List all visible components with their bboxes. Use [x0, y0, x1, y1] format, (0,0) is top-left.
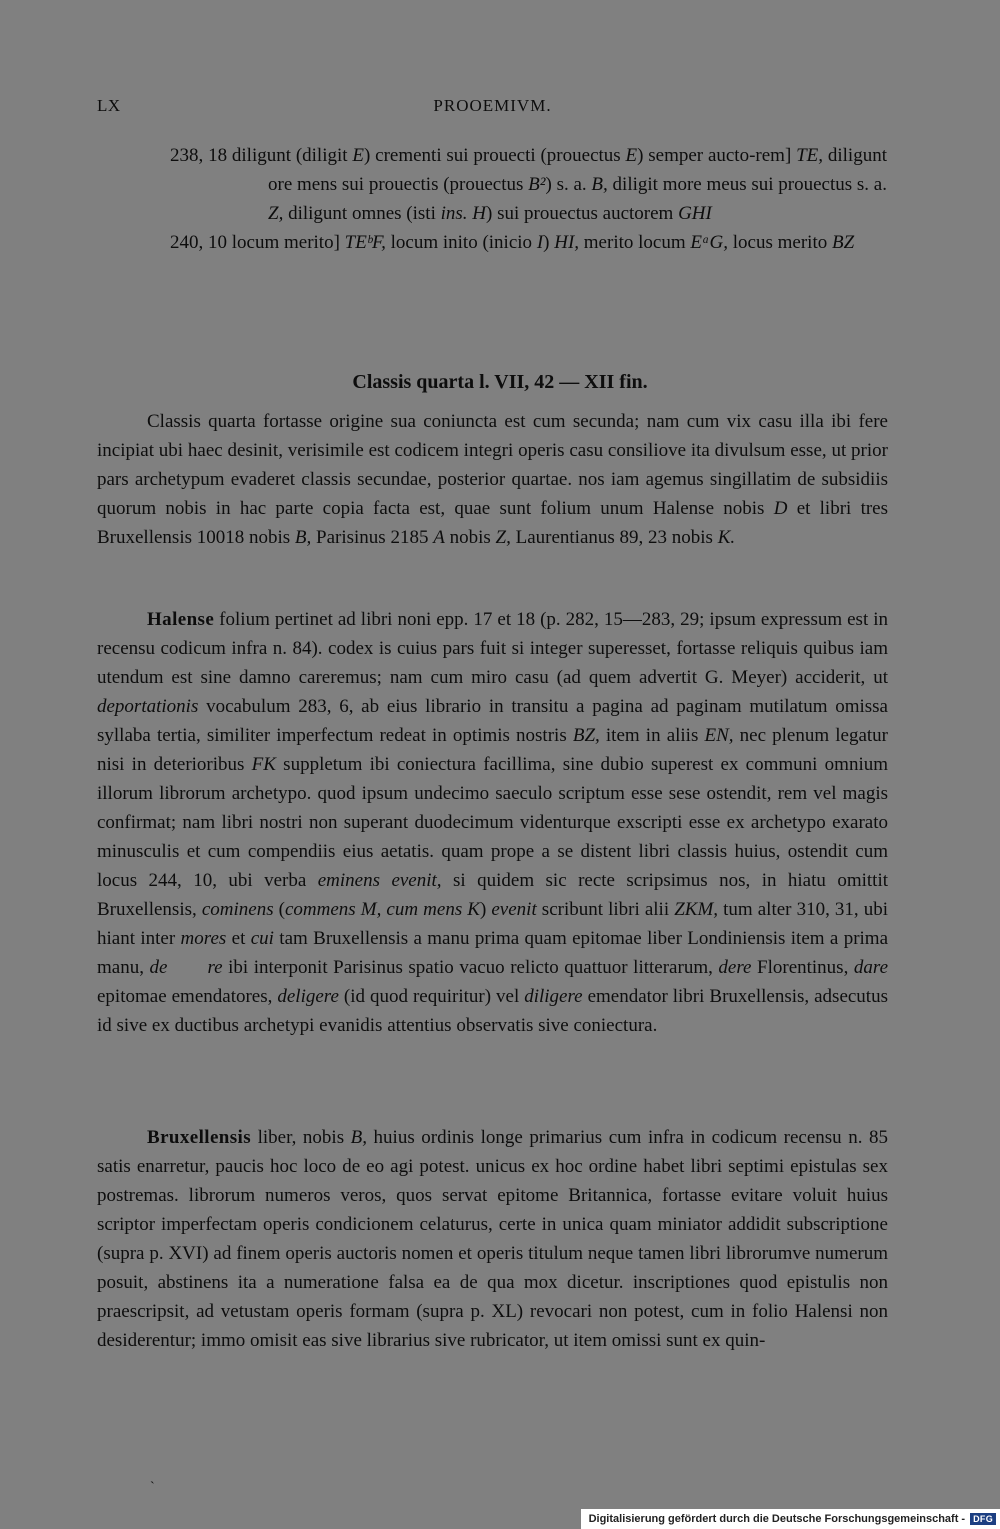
paragraph-lemma: Halense: [147, 609, 215, 630]
siglum: K.: [717, 527, 736, 548]
dfg-footer-banner: [581, 1509, 1000, 1529]
text-run: emendator libri Bruxellensis, adsecutus id sive ex ductibus archetypi evanidis attentius observatis sive coniectura.: [97, 986, 888, 1036]
siglum: B,: [294, 527, 312, 548]
siglum: A: [433, 527, 445, 548]
paragraph-lemma: Bruxellensis: [147, 1127, 252, 1148]
text-run: diligunt ore mens sui prouectis (prouectus: [268, 145, 887, 195]
text-run: huius ordinis longe primarius cum infra in codicum recensu n. 85 satis enarretur, paucis hoc loco de eo agi potest. unicus ex hoc ordine habet libri septimi epistulas sex postremas. librorum numeros veros, quos servat epitome Britannica, fortasse evitare voluit huius scriptor imperfectam operis condicionem celaturus, certe in unica quam miniator addidit subscriptione (supra p. XVI) ad finem operis auctoris nomen et operis titulum neque tamen libri librorumve numerum posuit, abstinens ita a numeratione falsa ea de qua mox dicetur. inscriptiones quod epistulis non praescripsit, ad vetustam operis formam (supra p. XL) revocari non potest, cum in folio Halensi non desiderentur; immo omisit eas sive librarius sive rubricator, ut item omissi sunt ex quin-: [97, 1127, 888, 1351]
italic-word: de: [149, 957, 168, 978]
text-run: liber, nobis: [251, 1127, 351, 1148]
siglum: B,: [591, 174, 608, 195]
text-run: diligunt omnes (isti: [283, 203, 441, 224]
section-heading: Classis quarta l. VII, 42 — XII fin.: [352, 371, 648, 393]
italic-word: mores: [180, 928, 227, 949]
italic-word: dare: [853, 957, 889, 978]
running-title: PROOEMIVM.: [433, 96, 552, 115]
text-run: suppletum ibi coniectura facillima, sine dubio superest ex communi omnium illorum librorum archetypo. quod ipsum undecimo saeculo scriptum esse sese ostendit, rem vel magis confirmat; nam libri nostri non superant duodecimum videnturque exscripti esse ex archetypo exarato minusculis et cum compendiis eius aetatis. quam prope a se distent libri classis huius, ostendit cum locus 244, 10, ubi verba: [97, 754, 889, 891]
text-run: ) sui prouectus auctorem: [486, 203, 679, 224]
siglum: FK: [251, 754, 276, 775]
siglum: HI,: [554, 232, 580, 253]
italic-word: deportationis: [97, 696, 199, 717]
siglum: BZ,: [572, 725, 600, 746]
text-run: Florentinus,: [751, 957, 854, 978]
text-run: et: [226, 928, 251, 949]
text-run: ibi interponit Parisinus spatio vacuo relicto quattuor litterarum,: [222, 957, 719, 978]
text-run: nec plenum legatur nisi in deterioribus: [97, 725, 888, 775]
text-run: vocabulum 283, 6, ab eius librario in transitu a pagina ad paginam mutilatum omissa syllaba tertia, similiter imperfectum redeat in optimis nostris: [97, 696, 888, 746]
text-run: 238, 18 diligunt (diligit: [170, 145, 353, 166]
siglum: ZKM,: [674, 899, 719, 920]
text-run: tum alter 310, 31, ubi hiant inter: [97, 899, 889, 949]
running-head: [97, 96, 888, 118]
text-run: ) s. a.: [545, 174, 592, 195]
text-run: (id quod requiritur) vel: [338, 986, 525, 1007]
text-run: Parisinus 2185: [311, 527, 434, 548]
apparatus-entry: [170, 228, 887, 257]
italic-word: diligere: [524, 986, 583, 1007]
text-run: scribunt libri alii: [536, 899, 675, 920]
siglum: D: [773, 498, 788, 519]
text-run: (: [273, 899, 285, 920]
text-run: merito locum: [579, 232, 691, 253]
text-run: ) crementi sui prouecti (prouectus: [363, 145, 626, 166]
paragraph-classis: [97, 407, 888, 552]
text-run: ): [479, 899, 492, 920]
siglum: EN,: [704, 725, 734, 746]
page-number: LX: [97, 96, 121, 115]
text-run: folium pertinet ad libri noni epp. 17 et 18 (p. 282, 15—283, 29; ipsum expressum est in recensu codicum infra n. 84). codex is cuius pars fuit si integer superesset, fortasse reliquis quibus iam utendum est sine damno careremus; nam cum miro casu (ad quem advertit G. Meyer) acciderit, ut: [97, 609, 888, 688]
siglum: B,: [350, 1127, 367, 1148]
siglum: TE,: [796, 145, 824, 166]
siglum: TEᵇF,: [344, 232, 386, 253]
text-run: locus merito: [728, 232, 832, 253]
text-run: 240, 10 locum merito]: [170, 232, 345, 253]
dfg-logo: DFG: [970, 1513, 996, 1525]
siglum: EᵃG,: [690, 232, 729, 253]
italic-word: cui: [250, 928, 274, 949]
siglum: GHI: [678, 203, 712, 224]
siglum: Z,: [495, 527, 511, 548]
italic-word: cominens: [201, 899, 274, 920]
text-run: diligit more meus sui prouectus s. a.: [607, 174, 887, 195]
apparatus-entry: [170, 141, 887, 228]
italic-word: evenit: [491, 899, 537, 920]
text-run: Laurentianus 89, 23 nobis: [510, 527, 718, 548]
siglum: Z,: [268, 203, 284, 224]
italic-word: deligere: [277, 986, 339, 1007]
italic-word: commens M, cum mens K: [285, 899, 480, 920]
margin-mark: `: [150, 1480, 155, 1495]
italic-word: re: [207, 957, 223, 978]
text-run: si quidem sic recte scripsimus nos, in hiatu omittit Bruxellensis,: [97, 870, 889, 920]
text-run: Classis quarta fortasse origine sua coniuncta est cum secunda; nam cum vix casu illa ibi fere incipiat ubi haec desinit, verisimile est codicem integri operis casu consiliove ita divulsum esse, ut prior pars archetypum evaderet classis secundae, posterior quartae. nos iam agemus singillatim de subsidiis quorum nobis in hac parte copia facta est, quae sunt folium unum Halense nobis: [97, 411, 888, 519]
siglum: BZ: [831, 232, 855, 253]
text-run: locum inito (inicio: [385, 232, 537, 253]
italic-word: dere: [718, 957, 752, 978]
siglum: B²: [528, 174, 546, 195]
siglum: E: [625, 145, 638, 166]
italic-word: eminens evenit,: [317, 870, 442, 891]
text-run: et libri tres Bruxellensis 10018 nobis: [97, 498, 889, 548]
siglum: ins. H: [440, 203, 487, 224]
text-run: ): [543, 232, 555, 253]
text-run: ) semper aucto-rem]: [637, 145, 797, 166]
text-run: tam Bruxellensis a manu prima quam epitomae liber Londiniensis item a prima manu,: [97, 928, 889, 978]
siglum: I: [536, 232, 544, 253]
text-run: item in aliis: [599, 725, 705, 746]
paragraph-halense: [97, 605, 888, 1040]
siglum: E: [352, 145, 364, 166]
paragraph-bruxellensis: [97, 1123, 888, 1355]
critical-apparatus: [170, 141, 887, 257]
text-run: epitomae emendatores,: [97, 986, 278, 1007]
text-run: nobis: [444, 527, 496, 548]
footer-text: Digitalisierung gefördert durch die Deutsche Forschungsgemeinschaft -: [588, 1513, 966, 1525]
